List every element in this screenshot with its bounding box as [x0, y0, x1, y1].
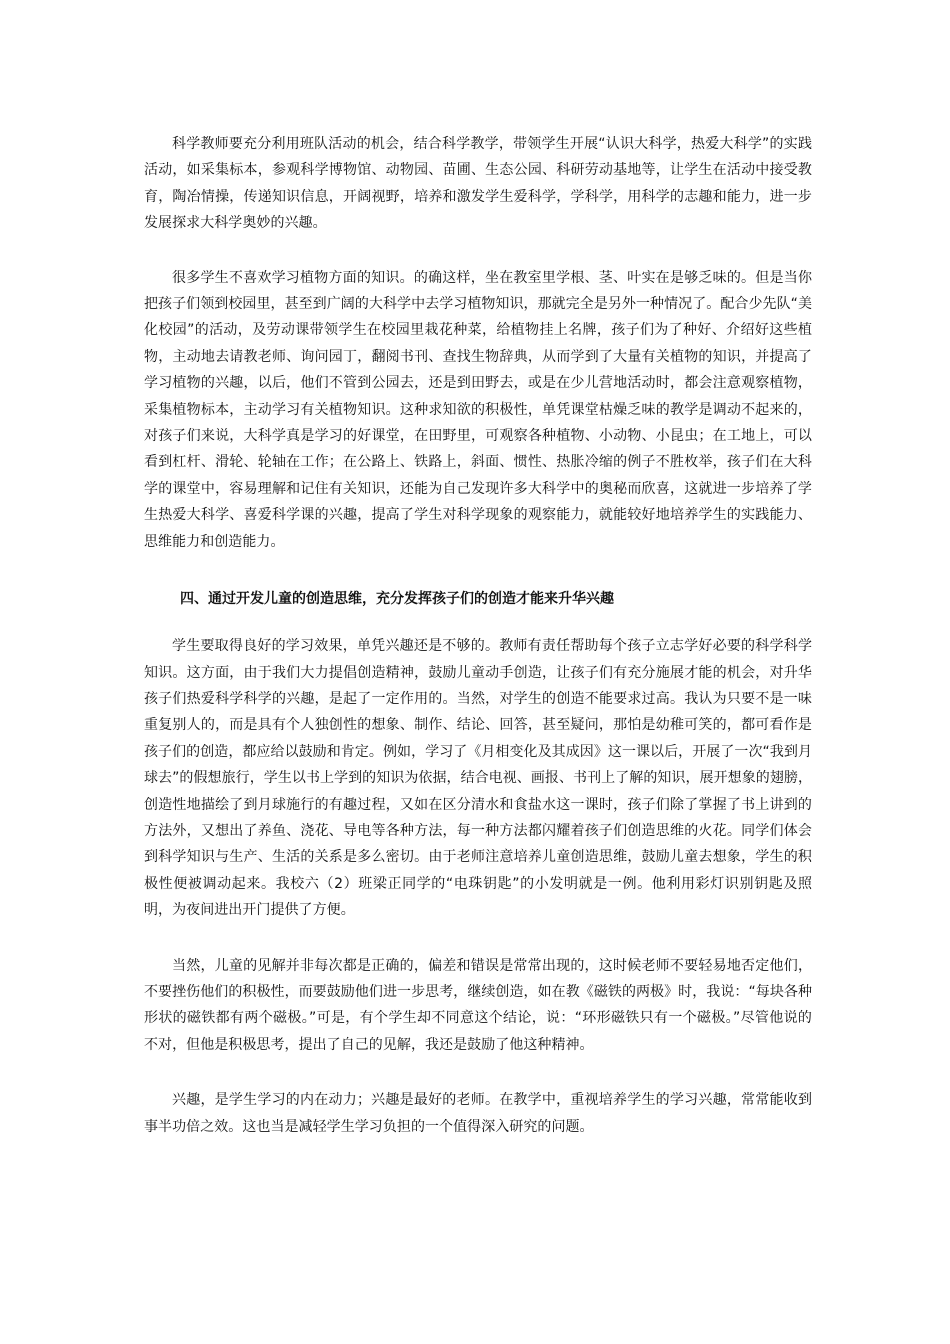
- paragraph-creativity: 学生要取得良好的学习效果，单凭兴趣还是不够的。教师有责任帮助每个孩子立志学好必要的科学科学知识。这方面，由于我们大力提倡创造精神，鼓励儿童动手创造，让孩子们有充分施展才能的机会，对升华孩子们热爱科学科学的兴趣，是起了一定作用的。当然，对学生的创造不能要求过高。我认为只要不是一味重复别人的，而是具有个人独创性的想象、制作、结论、回答，甚至疑问，那怕是幼稚可笑的，都可看作是孩子们的创造，都应给以鼓励和肯定。例如，学习了《月相变化及其成因》这一课以后，开展了一次“我到月球去”的假想旅行，学生以书上学到的知识为依据，结合电视、画报、书刊上了解的知识，展开想象的翅膀，创造性地描绘了到月球施行的有趣过程，又如在区分清水和食盐水这一课时，孩子们除了掌握了书上讲到的方法外，又想出了养鱼、浇花、导电等各种方法，每一种方法都闪耀着孩子们创造思维的火花。同学们体会到科学知识与生产、生活的关系是多么密切。由于老师注意培养儿童创造思维，鼓励儿童去想象，学生的积极性便被调动起来。我校六（2）班梁正同学的“电珠钥匙”的小发明就是一例。他利用彩灯识别钥匙及照明，为夜间进出开门提供了方便。: [144, 638, 812, 919]
- paragraph-encourage-opinions: 当然，儿童的见解并非每次都是正确的，偏差和错误是常常出现的，这时候老师不要轻易地否定他们，不要挫伤他们的积极性，而要鼓励他们进一步思考，继续创造，如在教《磁铁的两极》时，我说：“每块各种形状的磁铁都有两个磁极。”可是，有个学生却不同意这个结论，说：“环形磁铁只有一个磁极。”尽管他说的不对，但他是积极思考，提出了自己的见解，我还是鼓励了他这种精神。: [144, 957, 812, 1053]
- paragraph-field-trips: 科学教师要充分利用班队活动的机会，结合科学教学，带领学生开展“认识大科学，热爱大科学”的实践活动，如采集标本，参观科学博物馆、动物园、苗圃、生态公园、科研劳动基地等，让学生在活动中接受教育，陶冶情操，传递知识信息，开阔视野，培养和激发学生爱科学，学科学，用科学的志趣和能力，进一步发展探求大科学奥妙的兴趣。: [144, 136, 812, 232]
- document-body: [144, 131, 812, 1140]
- paragraph-plant-knowledge: 很多学生不喜欢学习植物方面的知识。的确这样，坐在教室里学根、茎、叶实在是够乏味的。但是当你把孩子们领到校园里，甚至到广阔的大科学中去学习植物知识，那就完全是另外一种情况了。配合少先队“美化校园”的活动，及劳动课带领学生在校园里栽花种菜，给植物挂上名牌，孩子们为了种好、介绍好这些植物，主动地去请教老师、询问园丁，翻阅书刊、查找生物辞典，从而学到了大量有关植物的知识，并提高了学习植物的兴趣，以后，他们不管到公园去，还是到田野去，或是在少儿营地活动时，都会注意观察植物，采集植物标本，主动学习有关植物知识。这种求知欲的积极性，单凭课堂枯燥乏味的教学是调动不起来的，对孩子们来说，大科学真是学习的好课堂，在田野里，可观察各种植物、小动物、小昆虫；在工地上，可以看到杠杆、滑轮、轮轴在工作；在公路上、铁路上，斜面、惯性、热胀冷缩的例子不胜枚举，孩子们在大科学的课堂中，容易理解和记住有关知识，还能为自己发现许多大科学中的奥秘而欣喜，这就进一步培养了学生热爱大科学、喜爱科学课的兴趣，提高了学生对科学现象的观察能力，就能较好地培养学生的实践能力、思维能力和创造能力。: [144, 269, 812, 550]
- paragraph-conclusion: 兴趣，是学生学习的内在动力；兴趣是最好的老师。在教学中，重视培养学生的学习兴趣，常常能收到事半功倍之效。这也当是减轻学生学习负担的一个值得深入研究的问题。: [144, 1092, 812, 1135]
- section-heading-creative-thinking: 四、通过开发儿童的创造思维，充分发挥孩子们的创造才能来升华兴趣: [180, 591, 614, 608]
